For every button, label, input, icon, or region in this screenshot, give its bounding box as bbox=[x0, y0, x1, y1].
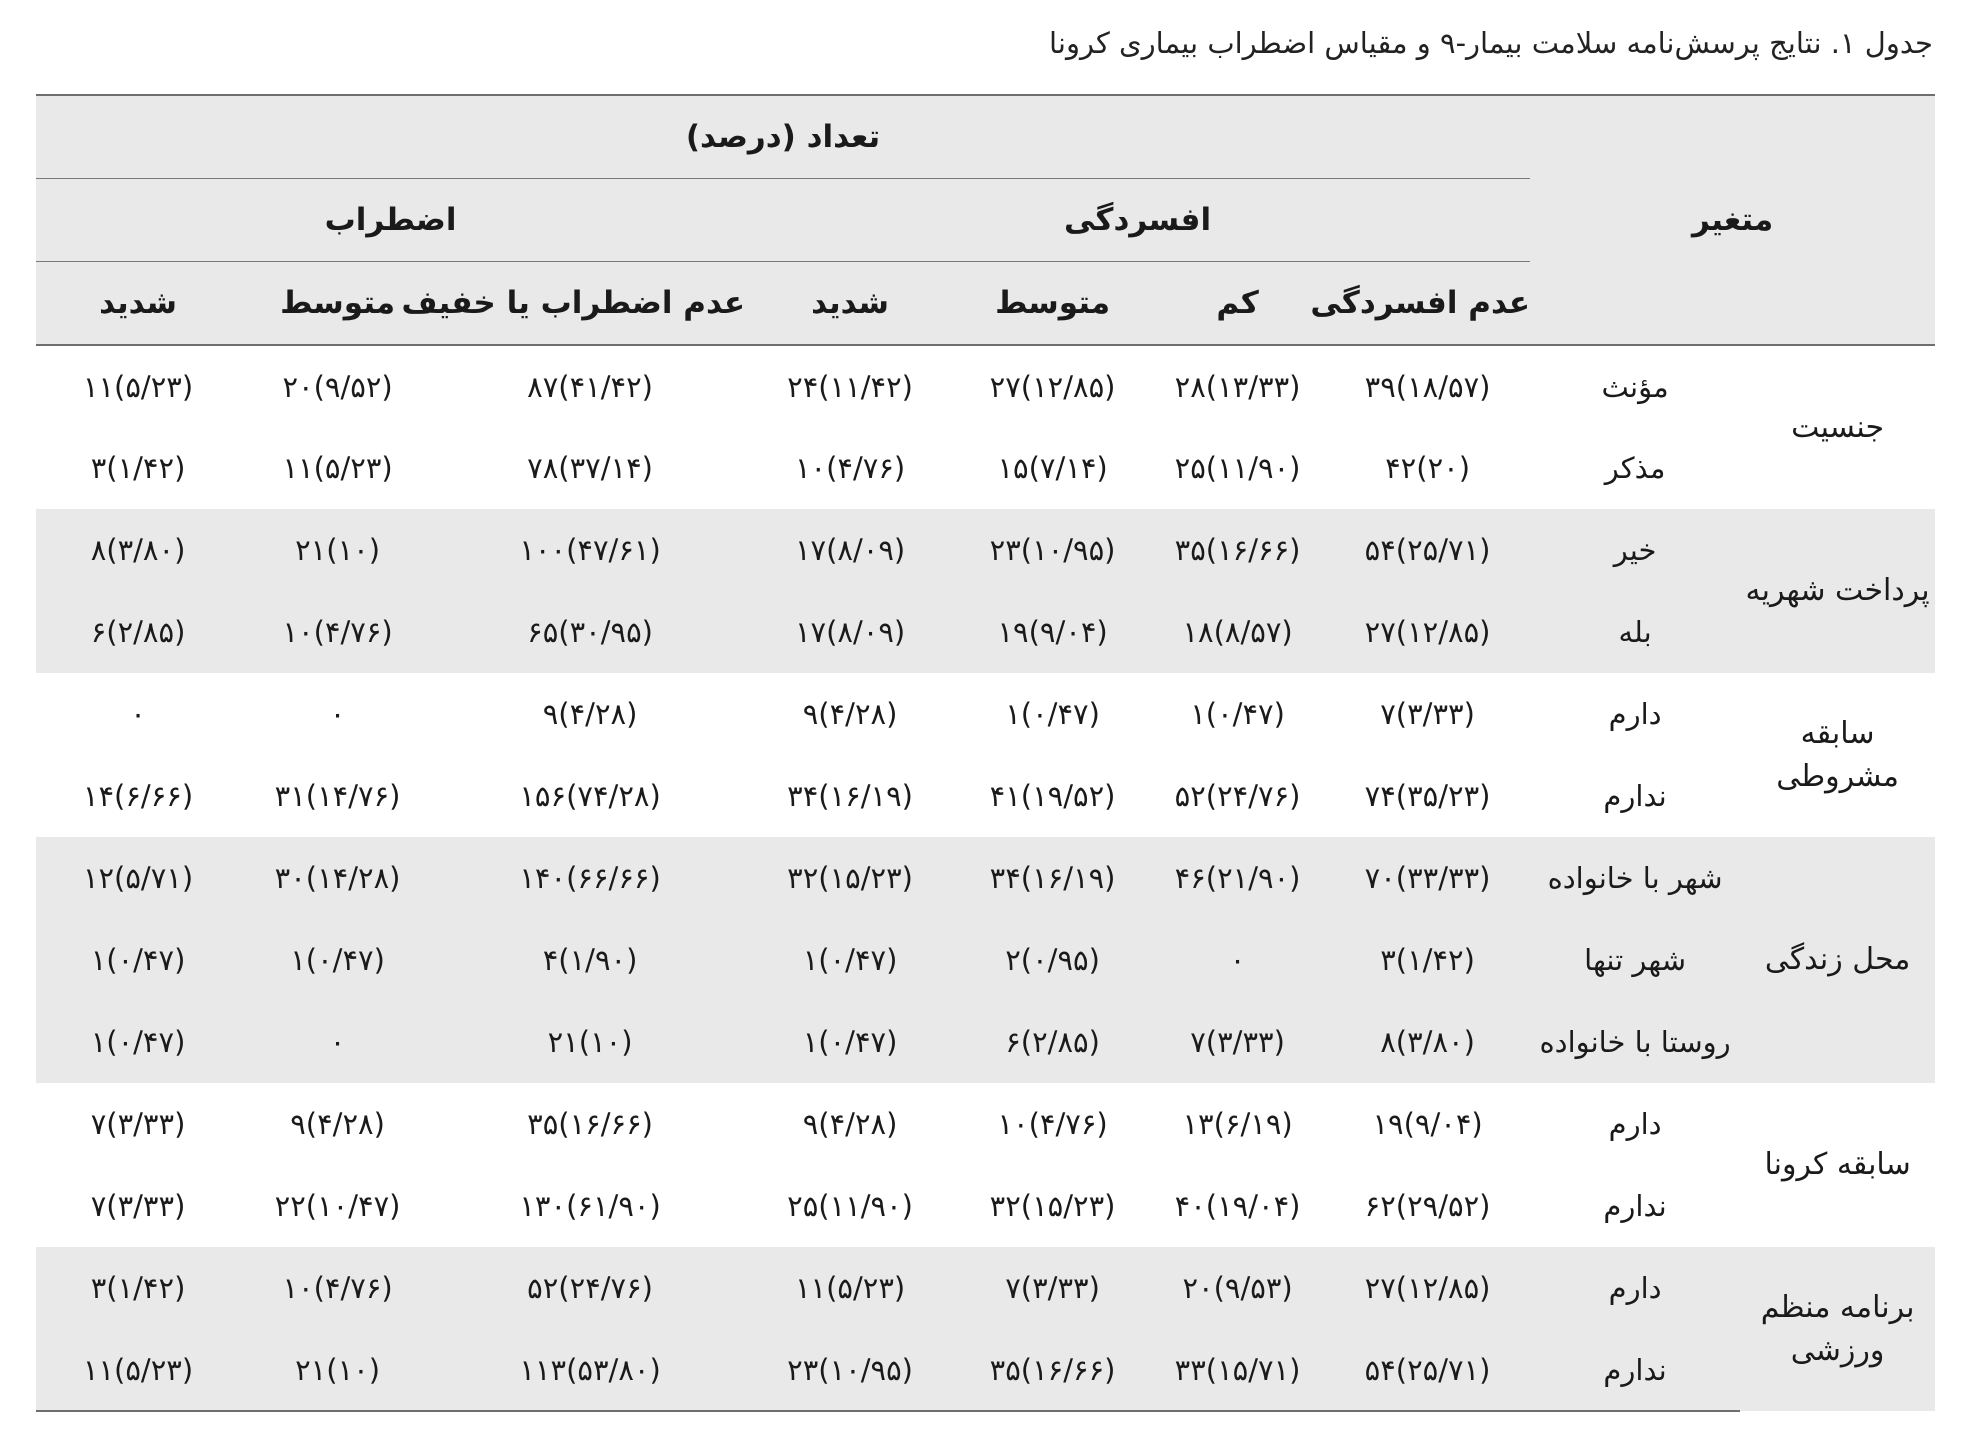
cell-value: ۵۲(۲۴/۷۶) bbox=[1174, 779, 1301, 813]
col-header-no-anxiety: عدم اضطراب یا خفیف bbox=[435, 262, 745, 346]
anxiety-header: اضطراب bbox=[36, 179, 745, 262]
level-label: شهر با خانواده bbox=[1530, 837, 1740, 919]
cell-value: ۹(۴/۲۸) bbox=[542, 697, 638, 731]
level-label: خیر bbox=[1530, 509, 1740, 591]
cell-value: ۹(۴/۲۸) bbox=[802, 697, 898, 731]
cell-value: ۲۷(۱۲/۸۵) bbox=[1325, 591, 1530, 673]
cell-value: ۱(۰/۴۷) bbox=[240, 919, 435, 1001]
cell-value: ۱(۰/۴۷) bbox=[36, 1001, 240, 1083]
count-percent-header: تعداد (درصد) bbox=[36, 95, 1530, 179]
cell-value: ۲۲(۱۰/۴۷) bbox=[274, 1189, 401, 1223]
variable-label: سابقه مشروطی bbox=[1776, 715, 1899, 794]
cell-value: ۱(۰/۴۷) bbox=[1190, 697, 1285, 731]
level-label: روستا با خانواده bbox=[1530, 1001, 1740, 1083]
cell-value: ۱۵۶(۷۴/۲۸) bbox=[519, 779, 661, 813]
cell-value: ۱۰(۴/۷۶) bbox=[794, 451, 906, 485]
cell-value: ۳۲(۱۵/۲۳) bbox=[745, 837, 955, 919]
cell-value: ۳۱(۱۴/۷۶) bbox=[274, 779, 401, 813]
cell-value: ۱۵(۷/۱۴) bbox=[997, 451, 1108, 485]
cell-value: ۵۲(۲۴/۷۶) bbox=[435, 1247, 745, 1329]
cell-value: ۳۵(۱۶/۶۶) bbox=[955, 1329, 1150, 1411]
cell-value: ۴۲(۲۰) bbox=[1385, 451, 1471, 485]
cell-value: ۸(۳/۸۰) bbox=[1325, 1001, 1530, 1083]
cell-value: ۶(۲/۸۵) bbox=[36, 591, 240, 673]
cell-value: ۲۷(۱۲/۸۵) bbox=[989, 369, 1116, 404]
table-row bbox=[36, 919, 1935, 1001]
group-covid-history bbox=[36, 1083, 1935, 1247]
variable-label: محل زندگی bbox=[1740, 837, 1935, 1083]
table-row bbox=[36, 1247, 1935, 1329]
cell-value: ۰ bbox=[329, 697, 346, 731]
cell-value: ۲۵(۱۱/۹۰) bbox=[787, 1189, 913, 1223]
table-row bbox=[36, 1165, 1935, 1247]
cell-value: ۲(۰/۹۵) bbox=[955, 919, 1150, 1001]
table-row bbox=[36, 1329, 1935, 1411]
group-residence bbox=[36, 837, 1935, 1083]
cell-value: ۳۵(۱۶/۶۶) bbox=[1150, 509, 1325, 591]
cell-value: ۵۴(۲۵/۷۱) bbox=[1325, 1329, 1530, 1411]
cell-value: ۹(۴/۲۸) bbox=[802, 1107, 898, 1141]
cell-value: ۲۱(۱۰) bbox=[240, 509, 435, 591]
cell-value: ۱۰(۴/۷۶) bbox=[240, 591, 435, 673]
cell-value: ۱۳۰(۶۱/۹۰) bbox=[519, 1189, 661, 1223]
cell-value: ۱۳(۶/۱۹) bbox=[1182, 1107, 1293, 1141]
cell-value: ۸۷(۴۱/۴۲) bbox=[527, 369, 653, 404]
cell-value: ۸(۳/۸۰) bbox=[36, 509, 240, 591]
table-row bbox=[36, 1001, 1935, 1083]
cell-value: ۲۰(۹/۵۲) bbox=[282, 369, 393, 404]
col-header-moderate-anxiety: متوسط bbox=[240, 262, 435, 346]
cell-value: ۳۴(۱۶/۱۹) bbox=[787, 779, 913, 813]
cell-value: ۰ bbox=[130, 697, 146, 731]
cell-value: ۹(۴/۲۸) bbox=[290, 1107, 385, 1141]
cell-value: ۴(۱/۹۰) bbox=[435, 919, 745, 1001]
cell-value: ۲۷(۱۲/۸۵) bbox=[1325, 1247, 1530, 1329]
results-table bbox=[36, 94, 1935, 1412]
group-gender bbox=[36, 345, 1935, 509]
level-label: ندارم bbox=[1530, 1329, 1740, 1411]
cell-value: ۱۲(۵/۷۱) bbox=[36, 837, 240, 919]
col-header-low-depression: کم bbox=[1150, 262, 1325, 346]
cell-value: ۳۵(۱۶/۶۶) bbox=[527, 1107, 653, 1141]
cell-value: ۶۲(۲۹/۵۲) bbox=[1364, 1189, 1491, 1223]
cell-value: ۷(۳/۳۳) bbox=[1150, 1001, 1325, 1083]
cell-value: ۳۴(۱۶/۱۹) bbox=[955, 837, 1150, 919]
cell-value: ۳۲(۱۵/۲۳) bbox=[989, 1189, 1116, 1223]
group-tuition bbox=[36, 509, 1935, 673]
cell-value: ۲۳(۱۰/۹۵) bbox=[745, 1329, 955, 1411]
cell-value: ۴۱(۱۹/۵۲) bbox=[989, 779, 1116, 813]
table-row bbox=[36, 837, 1935, 919]
cell-value: ۲۱(۱۰) bbox=[240, 1329, 435, 1411]
cell-value: ۱۹(۹/۰۴) bbox=[955, 591, 1150, 673]
cell-value: ۷۸(۳۷/۱۴) bbox=[527, 451, 653, 485]
level-label: ندارم bbox=[1603, 1189, 1667, 1223]
col-header-severe-depression: شدید bbox=[745, 262, 955, 346]
depression-header: افسردگی bbox=[745, 179, 1530, 262]
cell-value: ۴۶(۲۱/۹۰) bbox=[1150, 837, 1325, 919]
cell-value: ۷(۳/۳۳) bbox=[1380, 697, 1475, 731]
cell-value: ۳(۱/۴۲) bbox=[1325, 919, 1530, 1001]
level-label: شهر تنها bbox=[1530, 919, 1740, 1001]
cell-value: ۱۱(۵/۲۳) bbox=[82, 369, 194, 404]
cell-value: ۲۰(۹/۵۳) bbox=[1150, 1247, 1325, 1329]
cell-value: ۱۷(۸/۰۹) bbox=[745, 509, 955, 591]
cell-value: ۱(۰/۴۷) bbox=[1005, 697, 1100, 731]
cell-value: ۱۴(۶/۶۶) bbox=[82, 779, 194, 813]
header-row-1 bbox=[36, 95, 1935, 179]
cell-value: ۱۷(۸/۰۹) bbox=[745, 591, 955, 673]
group-probation bbox=[36, 673, 1935, 837]
table-row bbox=[36, 673, 1935, 755]
cell-value: ۷۰(۳۳/۳۳) bbox=[1325, 837, 1530, 919]
table-row bbox=[36, 427, 1935, 509]
level-label: دارم bbox=[1530, 1247, 1740, 1329]
cell-value: ۱۰(۴/۷۶) bbox=[997, 1107, 1108, 1141]
cell-value: ۲۱(۱۰) bbox=[435, 1001, 745, 1083]
cell-value: ۲۳(۱۰/۹۵) bbox=[955, 509, 1150, 591]
cell-value: ۳(۱/۴۲) bbox=[36, 1247, 240, 1329]
table-row bbox=[36, 591, 1935, 673]
cell-value: ۵۴(۲۵/۷۱) bbox=[1325, 509, 1530, 591]
cell-value: ۱۰(۴/۷۶) bbox=[240, 1247, 435, 1329]
cell-value: ۱(۰/۴۷) bbox=[36, 919, 240, 1001]
cell-value: ۶(۲/۸۵) bbox=[955, 1001, 1150, 1083]
level-label: مذکر bbox=[1604, 451, 1666, 485]
cell-value: ۱۰۰(۴۷/۶۱) bbox=[435, 509, 745, 591]
cell-value: ۷۴(۳۵/۲۳) bbox=[1364, 779, 1491, 813]
level-label: دارم bbox=[1608, 697, 1662, 731]
variable-label: جنسیت bbox=[1791, 409, 1885, 445]
cell-value: ۳۰(۱۴/۲۸) bbox=[240, 837, 435, 919]
cell-value: ۷(۳/۳۳) bbox=[90, 1107, 186, 1141]
cell-value: ۲۴(۱۱/۴۲) bbox=[787, 369, 913, 404]
cell-value: ۱۱(۵/۲۳) bbox=[745, 1247, 955, 1329]
group-exercise bbox=[36, 1247, 1935, 1411]
level-label: ندارم bbox=[1603, 779, 1667, 813]
table-caption: جدول ۱. نتایج پرسش‌نامه سلامت بیمار-۹ و مقیاس اضطراب بیماری کرونا bbox=[1049, 26, 1933, 60]
variable-label: سابقه کرونا bbox=[1764, 1147, 1911, 1183]
col-header-no-depression: عدم افسردگی bbox=[1325, 262, 1530, 346]
level-label: بله bbox=[1530, 591, 1740, 673]
variable-label: برنامه منظم ورزشی bbox=[1740, 1247, 1935, 1411]
cell-value: ۱۱(۵/۲۳) bbox=[36, 1329, 240, 1411]
cell-value: ۲۵(۱۱/۹۰) bbox=[1174, 451, 1301, 485]
cell-value: ۰ bbox=[240, 1001, 435, 1083]
variable-label: پرداخت شهریه bbox=[1740, 509, 1935, 673]
cell-value: ۳۹(۱۸/۵۷) bbox=[1364, 369, 1491, 404]
variable-header: متغیر bbox=[1530, 95, 1935, 345]
cell-value: ۱۸(۸/۵۷) bbox=[1150, 591, 1325, 673]
cell-value: ۶۵(۳۰/۹۵) bbox=[435, 591, 745, 673]
cell-value: ۰ bbox=[1150, 919, 1325, 1001]
cell-value: ۳(۱/۴۲) bbox=[90, 451, 186, 485]
cell-value: ۱۴۰(۶۶/۶۶) bbox=[435, 837, 745, 919]
col-header-moderate-depression: متوسط bbox=[955, 262, 1150, 346]
table-row bbox=[36, 1083, 1935, 1165]
cell-value: ۱۹(۹/۰۴) bbox=[1372, 1107, 1483, 1141]
col-header-severe-anxiety: شدید bbox=[36, 262, 240, 346]
cell-value: ۱۱(۵/۲۳) bbox=[282, 451, 393, 485]
level-label: دارم bbox=[1608, 1107, 1662, 1141]
cell-value: ۱(۰/۴۷) bbox=[745, 1001, 955, 1083]
cell-value: ۲۸(۱۳/۳۳) bbox=[1174, 369, 1301, 404]
table-row bbox=[36, 345, 1935, 427]
cell-value: ۷(۳/۳۳) bbox=[90, 1189, 186, 1223]
cell-value: ۴۰(۱۹/۰۴) bbox=[1174, 1189, 1301, 1223]
table-row bbox=[36, 509, 1935, 591]
cell-value: ۳۳(۱۵/۷۱) bbox=[1150, 1329, 1325, 1411]
cell-value: ۱۱۳(۵۳/۸۰) bbox=[435, 1329, 745, 1411]
table-row bbox=[36, 755, 1935, 837]
cell-value: ۱(۰/۴۷) bbox=[745, 919, 955, 1001]
cell-value: ۷(۳/۳۳) bbox=[955, 1247, 1150, 1329]
level-label: مؤنث bbox=[1601, 369, 1669, 404]
